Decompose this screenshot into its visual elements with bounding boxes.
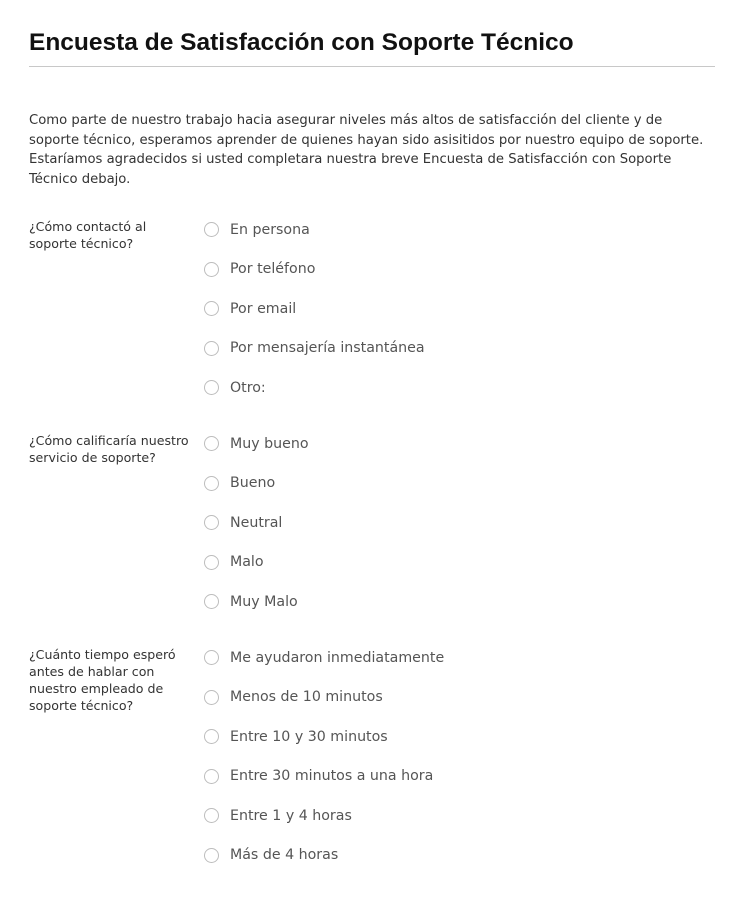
intro-text: Como parte de nuestro trabajo hacia asegurar niveles más altos de satisfacción del cliente y de soporte técnico, esperamos aprender de quienes hayan sido asisitidos por nuestro equipo de soporte. Estaríamos agradecidos si usted completara nuestra breve Encuesta de Satisfacción con Soporte Técnico debajo. [29, 113, 704, 187]
option-10-30-minutos[interactable] [204, 717, 444, 757]
option-malo[interactable] [204, 543, 309, 583]
option-inmediatamente[interactable] [204, 638, 444, 678]
option-label: Bueno [230, 475, 276, 492]
radio-button[interactable] [204, 650, 219, 665]
option-30-minutos-una-hora[interactable] [204, 757, 444, 797]
option-en-persona[interactable] [204, 210, 425, 250]
option-mas-4-horas[interactable] [204, 836, 444, 876]
radio-button[interactable] [204, 848, 219, 863]
radio-button[interactable] [204, 341, 219, 356]
radio-button[interactable] [204, 436, 219, 451]
radio-button[interactable] [204, 380, 219, 395]
option-label: Por email [230, 300, 297, 317]
radio-button[interactable] [204, 476, 219, 491]
option-label: Más de 4 horas [230, 847, 339, 864]
radio-button[interactable] [204, 555, 219, 570]
question-label: ¿Cuánto tiempo esperó antes de hablar con nuestro empleado de soporte técnico? [29, 647, 176, 713]
radio-button[interactable] [204, 769, 219, 784]
option-label: Entre 30 minutos a una hora [230, 768, 434, 785]
option-label: Por mensajería instantánea [230, 340, 425, 357]
option-bueno[interactable] [204, 464, 309, 504]
radio-button[interactable] [204, 222, 219, 237]
option-label: Malo [230, 554, 264, 571]
radio-group-wait-time [204, 638, 444, 875]
radio-button[interactable] [204, 515, 219, 530]
radio-button[interactable] [204, 301, 219, 316]
option-label: Por teléfono [230, 261, 316, 278]
radio-button[interactable] [204, 690, 219, 705]
option-label: En persona [230, 221, 310, 238]
option-muy-malo[interactable] [204, 582, 309, 622]
radio-button[interactable] [204, 729, 219, 744]
option-muy-bueno[interactable] [204, 424, 309, 464]
radio-button[interactable] [204, 808, 219, 823]
option-label: Muy bueno [230, 435, 309, 452]
option-1-4-horas[interactable] [204, 796, 444, 836]
question-label: ¿Cómo calificaría nuestro servicio de soporte? [29, 433, 189, 465]
option-label: Otro: [230, 379, 266, 396]
radio-group-service-rating [204, 424, 309, 622]
option-otro[interactable] [204, 368, 425, 408]
option-label: Me ayudaron inmediatamente [230, 649, 445, 666]
page-title: Encuesta de Satisfacción con Soporte Técnico [29, 29, 574, 56]
option-por-mensajeria[interactable] [204, 329, 425, 369]
radio-button[interactable] [204, 594, 219, 609]
option-menos-10-minutos[interactable] [204, 678, 444, 718]
option-por-email[interactable] [204, 289, 425, 329]
option-neutral[interactable] [204, 503, 309, 543]
survey-form [29, 0, 715, 864]
question-label: ¿Cómo contactó al soporte técnico? [29, 219, 147, 251]
radio-group-contact-method [204, 210, 425, 408]
radio-button[interactable] [204, 262, 219, 277]
option-label: Entre 10 y 30 minutos [230, 728, 388, 745]
option-label: Menos de 10 minutos [230, 689, 383, 706]
option-por-telefono[interactable] [204, 250, 425, 290]
option-label: Muy Malo [230, 593, 298, 610]
title-divider [29, 66, 715, 67]
option-label: Entre 1 y 4 horas [230, 807, 352, 824]
option-label: Neutral [230, 514, 283, 531]
